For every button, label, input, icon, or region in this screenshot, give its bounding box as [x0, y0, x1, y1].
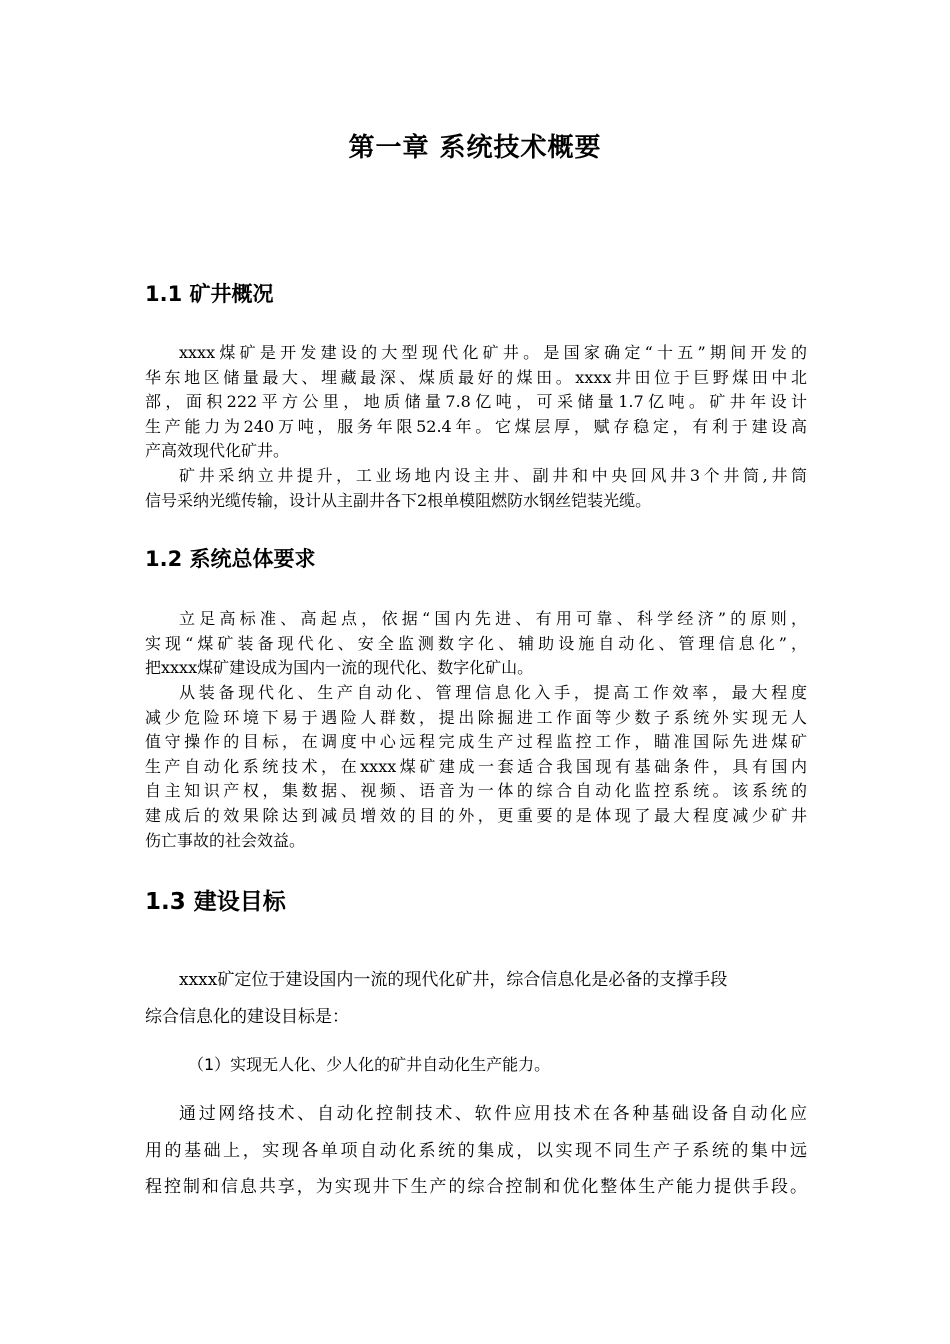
text-line: 用的基础上，实现各单项自动化系统的集成，以实现不同生产子系统的集中远 — [145, 1140, 807, 1161]
text-line: 部，面积222平方公里，地质储量7.8亿吨，可采储量1.7亿吨。矿井年设计 — [145, 392, 807, 412]
text-line: 实现“煤矿装备现代化、安全监测数字化、辅助设施自动化、管理信息化”， — [145, 633, 807, 653]
text-line: 华东地区储量最大、埋藏最深、煤质最好的煤田。xxxx井田位于巨野煤田中北 — [145, 367, 807, 387]
text-line: 值守操作的目标，在调度中心远程完成生产过程监控工作，瞄准国际先进煤矿 — [145, 732, 807, 752]
numbered-item-1: （1）实现无人化、少人化的矿井自动化生产能力。 — [188, 1055, 551, 1074]
text-line: 减少危险环境下易于遇险人群数，提出除掘进工作面等少数子系统外实现无人 — [145, 707, 807, 727]
text-line: 把xxxx煤矿建设成为国内一流的现代化、数字化矿山。 — [145, 658, 534, 678]
text-line: 通过网络技术、自动化控制技术、软件应用技术在各种基础设备自动化应 — [179, 1104, 807, 1124]
paragraph-1-2-a — [145, 607, 807, 681]
text-line: 伤亡事故的社会效益。 — [145, 830, 306, 850]
text-line: xxxx矿定位于建设国内一流的现代化矿井，综合信息化是必备的支撑手段 — [179, 970, 728, 990]
section-heading-1-2: 1.2 系统总体要求 — [145, 547, 316, 571]
paragraph-1-3-body — [145, 1096, 807, 1206]
text-line: 程控制和信息共享，为实现井下生产的综合控制和优化整体生产能力提供手段。 — [145, 1177, 807, 1198]
text-line: 从装备现代化、生产自动化、管理信息化入手，提高工作效率，最大程度 — [179, 683, 807, 702]
text-line: 自主知识产权，集数据、视频、语音为一体的综合自动化监控系统。该系统的 — [145, 781, 807, 801]
chapter-title: 第一章 系统技术概要 — [348, 133, 602, 163]
paragraph-1-3-intro — [145, 962, 807, 1035]
text-line: 产高效现代化矿井。 — [145, 441, 290, 461]
text-line: 生产能力为240万吨，服务年限52.4年。它煤层厚，赋存稳定，有利于建设高 — [145, 416, 807, 436]
text-line: 信号采纳光缆传输，设计从主副井各下2根单模阻燃防水钢丝铠装光缆。 — [145, 490, 652, 510]
text-line: 建成后的效果除达到减员增效的目的外，更重要的是体现了最大程度减少矿井 — [145, 805, 807, 825]
paragraph-1-1-a — [145, 341, 807, 464]
section-heading-1-1: 1.1 矿井概况 — [145, 282, 274, 306]
text-line: 生产自动化系统技术，在xxxx煤矿建成一套适合我国现有基础条件，具有国内 — [145, 756, 807, 776]
text-line: 矿井采纳立井提升，工业场地内设主井、副井和中央回风井3个井筒,井筒 — [179, 466, 807, 485]
paragraph-1-1-b — [145, 464, 807, 513]
text-line: xxxx煤矿是开发建设的大型现代化矿井。是国家确定“十五”期间开发的 — [179, 343, 807, 362]
text-line: 立足高标准、高起点，依据“国内先进、有用可靠、科学经济”的原则， — [179, 609, 807, 628]
section-heading-1-3: 1.3 建设目标 — [145, 889, 286, 915]
text-line: 综合信息化的建设目标是： — [145, 1006, 349, 1027]
paragraph-1-2-b — [145, 681, 807, 853]
